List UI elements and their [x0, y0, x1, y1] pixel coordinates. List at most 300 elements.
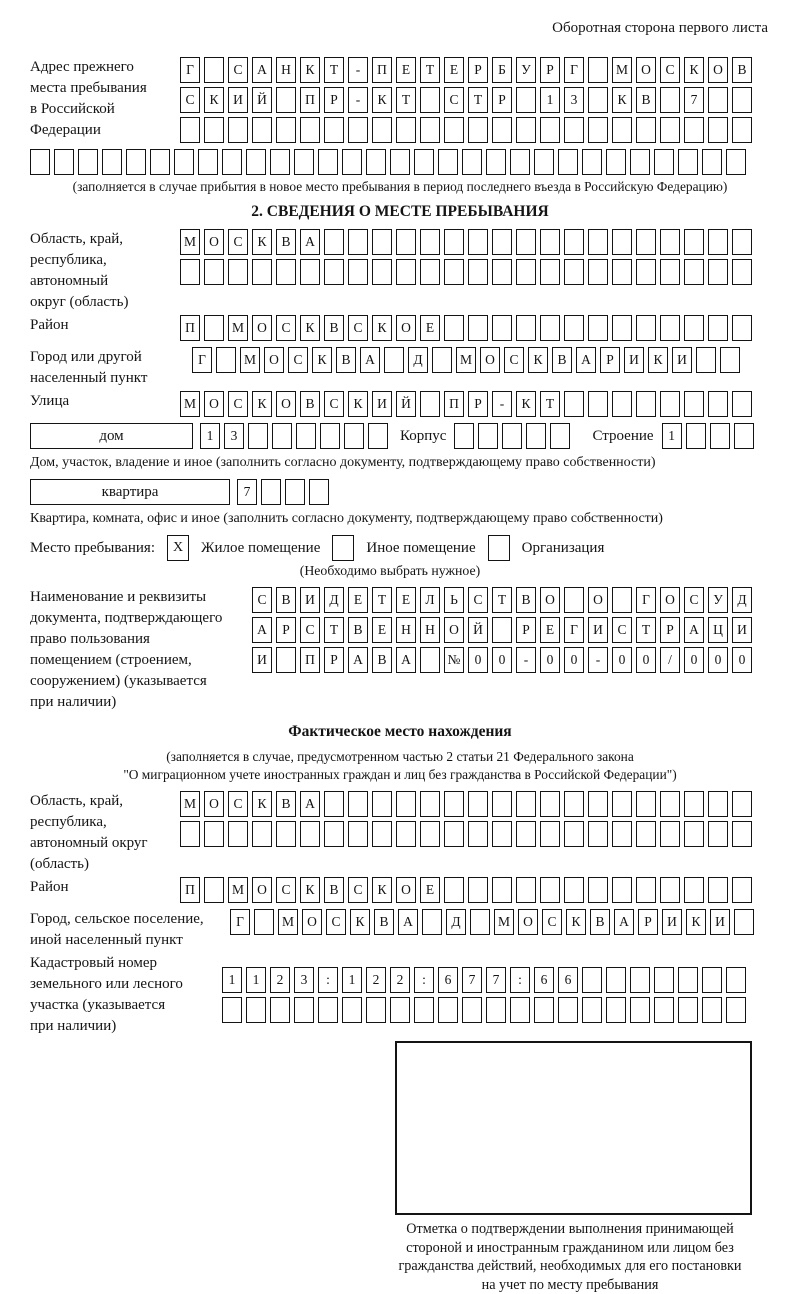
char-cell[interactable]: С — [252, 587, 272, 613]
char-cell[interactable]: 6 — [558, 967, 578, 993]
char-cell[interactable]: Г — [230, 909, 250, 935]
char-cell[interactable] — [636, 791, 656, 817]
char-cell[interactable] — [708, 791, 728, 817]
char-cell[interactable] — [678, 997, 698, 1023]
char-cell[interactable] — [320, 423, 340, 449]
cadastral-row-2[interactable] — [222, 997, 750, 1023]
char-cell[interactable]: 0 — [684, 647, 704, 673]
char-cell[interactable] — [588, 391, 608, 417]
char-cell[interactable]: Т — [396, 87, 416, 113]
char-cell[interactable]: - — [348, 57, 368, 83]
char-cell[interactable] — [516, 87, 536, 113]
char-cell[interactable] — [660, 229, 680, 255]
char-cell[interactable]: Р — [660, 617, 680, 643]
char-cell[interactable]: 0 — [612, 647, 632, 673]
char-cell[interactable] — [384, 347, 404, 373]
char-cell[interactable] — [510, 149, 530, 175]
char-cell[interactable] — [372, 259, 392, 285]
char-cell[interactable]: О — [204, 229, 224, 255]
char-cell[interactable]: / — [660, 647, 680, 673]
char-cell[interactable] — [588, 315, 608, 341]
char-cell[interactable]: Й — [396, 391, 416, 417]
char-cell[interactable] — [318, 149, 338, 175]
char-cell[interactable] — [630, 997, 650, 1023]
char-cell[interactable]: О — [204, 391, 224, 417]
char-cell[interactable] — [564, 259, 584, 285]
char-cell[interactable] — [468, 259, 488, 285]
char-cell[interactable]: А — [576, 347, 596, 373]
char-cell[interactable] — [204, 877, 224, 903]
char-cell[interactable] — [612, 315, 632, 341]
char-cell[interactable] — [732, 259, 752, 285]
char-cell[interactable] — [612, 587, 632, 613]
char-cell[interactable]: С — [228, 229, 248, 255]
char-cell[interactable]: С — [504, 347, 524, 373]
char-cell[interactable]: А — [300, 791, 320, 817]
char-cell[interactable]: К — [372, 87, 392, 113]
char-cell[interactable] — [660, 117, 680, 143]
char-cell[interactable] — [588, 821, 608, 847]
char-cell[interactable] — [300, 821, 320, 847]
char-cell[interactable]: 3 — [224, 423, 244, 449]
actual-district-row[interactable] — [180, 877, 756, 903]
char-cell[interactable]: К — [300, 877, 320, 903]
char-cell[interactable] — [444, 315, 464, 341]
char-cell[interactable]: 0 — [564, 647, 584, 673]
char-cell[interactable] — [348, 259, 368, 285]
char-cell[interactable]: К — [348, 391, 368, 417]
char-cell[interactable] — [710, 423, 730, 449]
char-cell[interactable]: Т — [468, 87, 488, 113]
char-cell[interactable] — [228, 821, 248, 847]
char-cell[interactable] — [612, 229, 632, 255]
char-cell[interactable]: - — [588, 647, 608, 673]
char-cell[interactable]: 1 — [222, 967, 242, 993]
cadastral-row-1[interactable] — [222, 967, 750, 993]
char-cell[interactable]: : — [318, 967, 338, 993]
char-cell[interactable] — [468, 315, 488, 341]
char-cell[interactable] — [30, 149, 50, 175]
char-cell[interactable] — [432, 347, 452, 373]
char-cell[interactable] — [564, 117, 584, 143]
char-cell[interactable] — [732, 315, 752, 341]
char-cell[interactable] — [516, 259, 536, 285]
char-cell[interactable]: К — [204, 87, 224, 113]
char-cell[interactable]: С — [228, 791, 248, 817]
char-cell[interactable] — [582, 967, 602, 993]
char-cell[interactable]: Л — [420, 587, 440, 613]
char-cell[interactable] — [708, 229, 728, 255]
char-cell[interactable]: Д — [324, 587, 344, 613]
char-cell[interactable] — [468, 821, 488, 847]
char-cell[interactable] — [540, 117, 560, 143]
prev-address-row-1[interactable] — [180, 57, 756, 83]
char-cell[interactable] — [276, 821, 296, 847]
city-row[interactable] — [192, 347, 744, 373]
char-cell[interactable] — [558, 997, 578, 1023]
char-cell[interactable]: А — [252, 617, 272, 643]
region-row-2[interactable] — [180, 259, 756, 285]
actual-region-row-1[interactable] — [180, 791, 756, 817]
char-cell[interactable]: М — [612, 57, 632, 83]
char-cell[interactable] — [444, 791, 464, 817]
char-cell[interactable] — [612, 117, 632, 143]
char-cell[interactable]: О — [518, 909, 538, 935]
char-cell[interactable] — [516, 315, 536, 341]
char-cell[interactable] — [270, 149, 290, 175]
char-cell[interactable]: И — [588, 617, 608, 643]
char-cell[interactable]: М — [228, 877, 248, 903]
char-cell[interactable] — [708, 117, 728, 143]
char-cell[interactable]: 0 — [492, 647, 512, 673]
char-cell[interactable]: А — [252, 57, 272, 83]
char-cell[interactable]: 2 — [270, 967, 290, 993]
char-cell[interactable] — [372, 791, 392, 817]
char-cell[interactable] — [204, 57, 224, 83]
char-cell[interactable] — [348, 117, 368, 143]
char-cell[interactable] — [204, 821, 224, 847]
char-cell[interactable] — [726, 967, 746, 993]
char-cell[interactable]: Т — [324, 57, 344, 83]
char-cell[interactable] — [470, 909, 490, 935]
char-cell[interactable]: М — [494, 909, 514, 935]
char-cell[interactable]: И — [710, 909, 730, 935]
char-cell[interactable] — [216, 347, 236, 373]
char-cell[interactable] — [660, 391, 680, 417]
char-cell[interactable]: Р — [324, 87, 344, 113]
apartment-cells[interactable] — [237, 479, 333, 505]
char-cell[interactable] — [420, 259, 440, 285]
char-cell[interactable]: Г — [180, 57, 200, 83]
char-cell[interactable] — [734, 423, 754, 449]
char-cell[interactable]: Ц — [708, 617, 728, 643]
char-cell[interactable]: А — [348, 647, 368, 673]
char-cell[interactable]: О — [708, 57, 728, 83]
char-cell[interactable]: 2 — [390, 967, 410, 993]
char-cell[interactable]: 2 — [366, 967, 386, 993]
char-cell[interactable]: У — [516, 57, 536, 83]
char-cell[interactable]: М — [180, 229, 200, 255]
char-cell[interactable]: В — [516, 587, 536, 613]
char-cell[interactable]: О — [444, 617, 464, 643]
char-cell[interactable] — [324, 259, 344, 285]
char-cell[interactable] — [396, 821, 416, 847]
char-cell[interactable]: С — [276, 315, 296, 341]
char-cell[interactable]: П — [444, 391, 464, 417]
char-cell[interactable] — [276, 117, 296, 143]
char-cell[interactable]: В — [300, 391, 320, 417]
char-cell[interactable]: О — [396, 315, 416, 341]
char-cell[interactable] — [660, 315, 680, 341]
char-cell[interactable] — [372, 821, 392, 847]
char-cell[interactable] — [294, 149, 314, 175]
char-cell[interactable] — [636, 821, 656, 847]
char-cell[interactable]: И — [732, 617, 752, 643]
char-cell[interactable] — [252, 117, 272, 143]
char-cell[interactable] — [492, 791, 512, 817]
char-cell[interactable]: : — [414, 967, 434, 993]
char-cell[interactable]: Н — [396, 617, 416, 643]
char-cell[interactable] — [180, 821, 200, 847]
char-cell[interactable]: 0 — [732, 647, 752, 673]
char-cell[interactable]: У — [708, 587, 728, 613]
char-cell[interactable] — [420, 117, 440, 143]
char-cell[interactable] — [468, 229, 488, 255]
stay-type-checkbox-residential[interactable]: X — [167, 535, 189, 561]
char-cell[interactable] — [348, 821, 368, 847]
char-cell[interactable] — [486, 149, 506, 175]
char-cell[interactable]: С — [348, 877, 368, 903]
char-cell[interactable] — [684, 821, 704, 847]
char-cell[interactable] — [254, 909, 274, 935]
char-cell[interactable] — [492, 259, 512, 285]
char-cell[interactable] — [492, 877, 512, 903]
char-cell[interactable] — [78, 149, 98, 175]
char-cell[interactable] — [660, 791, 680, 817]
char-cell[interactable]: М — [278, 909, 298, 935]
char-cell[interactable]: 1 — [662, 423, 682, 449]
char-cell[interactable]: С — [468, 587, 488, 613]
char-cell[interactable] — [684, 229, 704, 255]
char-cell[interactable] — [414, 149, 434, 175]
char-cell[interactable] — [300, 259, 320, 285]
char-cell[interactable] — [492, 821, 512, 847]
char-cell[interactable] — [732, 229, 752, 255]
char-cell[interactable]: Т — [372, 587, 392, 613]
char-cell[interactable]: К — [686, 909, 706, 935]
char-cell[interactable]: О — [480, 347, 500, 373]
char-cell[interactable] — [444, 117, 464, 143]
char-cell[interactable] — [708, 315, 728, 341]
char-cell[interactable]: К — [648, 347, 668, 373]
char-cell[interactable] — [174, 149, 194, 175]
char-cell[interactable] — [606, 967, 626, 993]
char-cell[interactable] — [492, 229, 512, 255]
char-cell[interactable]: М — [228, 315, 248, 341]
char-cell[interactable]: Б — [492, 57, 512, 83]
char-cell[interactable] — [734, 909, 754, 935]
char-cell[interactable] — [222, 997, 242, 1023]
char-cell[interactable]: 1 — [342, 967, 362, 993]
char-cell[interactable]: М — [180, 791, 200, 817]
char-cell[interactable] — [492, 315, 512, 341]
char-cell[interactable] — [660, 259, 680, 285]
char-cell[interactable]: И — [662, 909, 682, 935]
char-cell[interactable] — [204, 117, 224, 143]
char-cell[interactable]: Н — [420, 617, 440, 643]
char-cell[interactable] — [636, 391, 656, 417]
char-cell[interactable]: В — [590, 909, 610, 935]
char-cell[interactable] — [612, 391, 632, 417]
char-cell[interactable] — [366, 149, 386, 175]
prev-address-row-2[interactable] — [180, 87, 756, 113]
char-cell[interactable] — [414, 997, 434, 1023]
char-cell[interactable] — [702, 967, 722, 993]
char-cell[interactable]: С — [228, 391, 248, 417]
char-cell[interactable] — [708, 259, 728, 285]
char-cell[interactable]: К — [372, 315, 392, 341]
char-cell[interactable]: Р — [276, 617, 296, 643]
char-cell[interactable]: В — [374, 909, 394, 935]
char-cell[interactable]: 7 — [684, 87, 704, 113]
char-cell[interactable]: О — [660, 587, 680, 613]
char-cell[interactable]: К — [252, 791, 272, 817]
char-cell[interactable]: Д — [446, 909, 466, 935]
char-cell[interactable] — [606, 997, 626, 1023]
char-cell[interactable]: Т — [324, 617, 344, 643]
char-cell[interactable] — [636, 877, 656, 903]
char-cell[interactable]: 7 — [486, 967, 506, 993]
char-cell[interactable] — [564, 791, 584, 817]
char-cell[interactable]: Й — [252, 87, 272, 113]
char-cell[interactable]: 0 — [540, 647, 560, 673]
char-cell[interactable] — [420, 821, 440, 847]
char-cell[interactable]: 0 — [708, 647, 728, 673]
char-cell[interactable] — [732, 87, 752, 113]
char-cell[interactable] — [732, 877, 752, 903]
district-row[interactable] — [180, 315, 756, 341]
char-cell[interactable] — [324, 229, 344, 255]
char-cell[interactable] — [612, 877, 632, 903]
char-cell[interactable] — [396, 259, 416, 285]
char-cell[interactable] — [390, 997, 410, 1023]
char-cell[interactable] — [612, 821, 632, 847]
char-cell[interactable] — [534, 149, 554, 175]
char-cell[interactable] — [420, 791, 440, 817]
char-cell[interactable]: Е — [372, 617, 392, 643]
char-cell[interactable] — [396, 791, 416, 817]
char-cell[interactable]: К — [372, 877, 392, 903]
char-cell[interactable] — [636, 117, 656, 143]
char-cell[interactable]: О — [204, 791, 224, 817]
char-cell[interactable] — [732, 821, 752, 847]
char-cell[interactable] — [444, 259, 464, 285]
char-cell[interactable] — [342, 149, 362, 175]
char-cell[interactable] — [660, 821, 680, 847]
char-cell[interactable] — [300, 117, 320, 143]
char-cell[interactable]: М — [456, 347, 476, 373]
char-cell[interactable] — [732, 391, 752, 417]
char-cell[interactable]: Р — [324, 647, 344, 673]
char-cell[interactable] — [516, 791, 536, 817]
char-cell[interactable]: О — [588, 587, 608, 613]
prev-address-row-4[interactable] — [30, 149, 770, 175]
char-cell[interactable] — [516, 877, 536, 903]
char-cell[interactable]: О — [252, 315, 272, 341]
char-cell[interactable]: 1 — [200, 423, 220, 449]
char-cell[interactable] — [540, 315, 560, 341]
char-cell[interactable] — [660, 87, 680, 113]
char-cell[interactable] — [276, 647, 296, 673]
char-cell[interactable]: М — [240, 347, 260, 373]
char-cell[interactable]: И — [228, 87, 248, 113]
char-cell[interactable] — [684, 259, 704, 285]
char-cell[interactable] — [684, 877, 704, 903]
char-cell[interactable] — [324, 821, 344, 847]
char-cell[interactable] — [564, 587, 584, 613]
char-cell[interactable] — [588, 57, 608, 83]
char-cell[interactable] — [468, 791, 488, 817]
char-cell[interactable]: С — [326, 909, 346, 935]
char-cell[interactable]: 7 — [237, 479, 257, 505]
char-cell[interactable] — [516, 821, 536, 847]
char-cell[interactable]: 1 — [540, 87, 560, 113]
char-cell[interactable] — [588, 117, 608, 143]
char-cell[interactable] — [540, 229, 560, 255]
char-cell[interactable]: К — [252, 391, 272, 417]
char-cell[interactable] — [228, 117, 248, 143]
char-cell[interactable]: 6 — [438, 967, 458, 993]
char-cell[interactable] — [606, 149, 626, 175]
char-cell[interactable]: Р — [492, 87, 512, 113]
char-cell[interactable]: Р — [516, 617, 536, 643]
region-row-1[interactable] — [180, 229, 756, 255]
char-cell[interactable] — [526, 423, 546, 449]
char-cell[interactable] — [684, 791, 704, 817]
char-cell[interactable]: Е — [396, 57, 416, 83]
char-cell[interactable] — [540, 259, 560, 285]
char-cell[interactable] — [270, 997, 290, 1023]
char-cell[interactable]: К — [312, 347, 332, 373]
char-cell[interactable] — [309, 479, 329, 505]
document-row-2[interactable] — [252, 617, 756, 643]
char-cell[interactable] — [366, 997, 386, 1023]
char-cell[interactable] — [540, 821, 560, 847]
char-cell[interactable] — [564, 391, 584, 417]
char-cell[interactable]: С — [444, 87, 464, 113]
char-cell[interactable] — [150, 149, 170, 175]
char-cell[interactable] — [438, 149, 458, 175]
char-cell[interactable]: И — [624, 347, 644, 373]
char-cell[interactable] — [276, 87, 296, 113]
char-cell[interactable] — [420, 87, 440, 113]
char-cell[interactable] — [612, 791, 632, 817]
char-cell[interactable]: Р — [638, 909, 658, 935]
char-cell[interactable] — [726, 997, 746, 1023]
char-cell[interactable] — [420, 647, 440, 673]
char-cell[interactable] — [720, 347, 740, 373]
stay-type-checkbox-other[interactable] — [332, 535, 354, 561]
char-cell[interactable]: К — [684, 57, 704, 83]
char-cell[interactable]: В — [324, 315, 344, 341]
char-cell[interactable] — [588, 259, 608, 285]
char-cell[interactable]: А — [684, 617, 704, 643]
char-cell[interactable] — [564, 229, 584, 255]
char-cell[interactable] — [588, 87, 608, 113]
char-cell[interactable]: К — [566, 909, 586, 935]
char-cell[interactable] — [294, 997, 314, 1023]
char-cell[interactable]: С — [300, 617, 320, 643]
char-cell[interactable] — [444, 877, 464, 903]
char-cell[interactable]: 3 — [294, 967, 314, 993]
char-cell[interactable] — [564, 315, 584, 341]
char-cell[interactable] — [462, 149, 482, 175]
char-cell[interactable] — [582, 997, 602, 1023]
char-cell[interactable]: 0 — [468, 647, 488, 673]
char-cell[interactable]: А — [300, 229, 320, 255]
char-cell[interactable] — [684, 391, 704, 417]
char-cell[interactable] — [702, 149, 722, 175]
char-cell[interactable] — [684, 315, 704, 341]
char-cell[interactable]: К — [528, 347, 548, 373]
char-cell[interactable]: В — [276, 587, 296, 613]
char-cell[interactable]: Т — [636, 617, 656, 643]
char-cell[interactable]: С — [348, 315, 368, 341]
street-row[interactable] — [180, 391, 756, 417]
char-cell[interactable] — [126, 149, 146, 175]
char-cell[interactable] — [180, 259, 200, 285]
char-cell[interactable] — [654, 997, 674, 1023]
